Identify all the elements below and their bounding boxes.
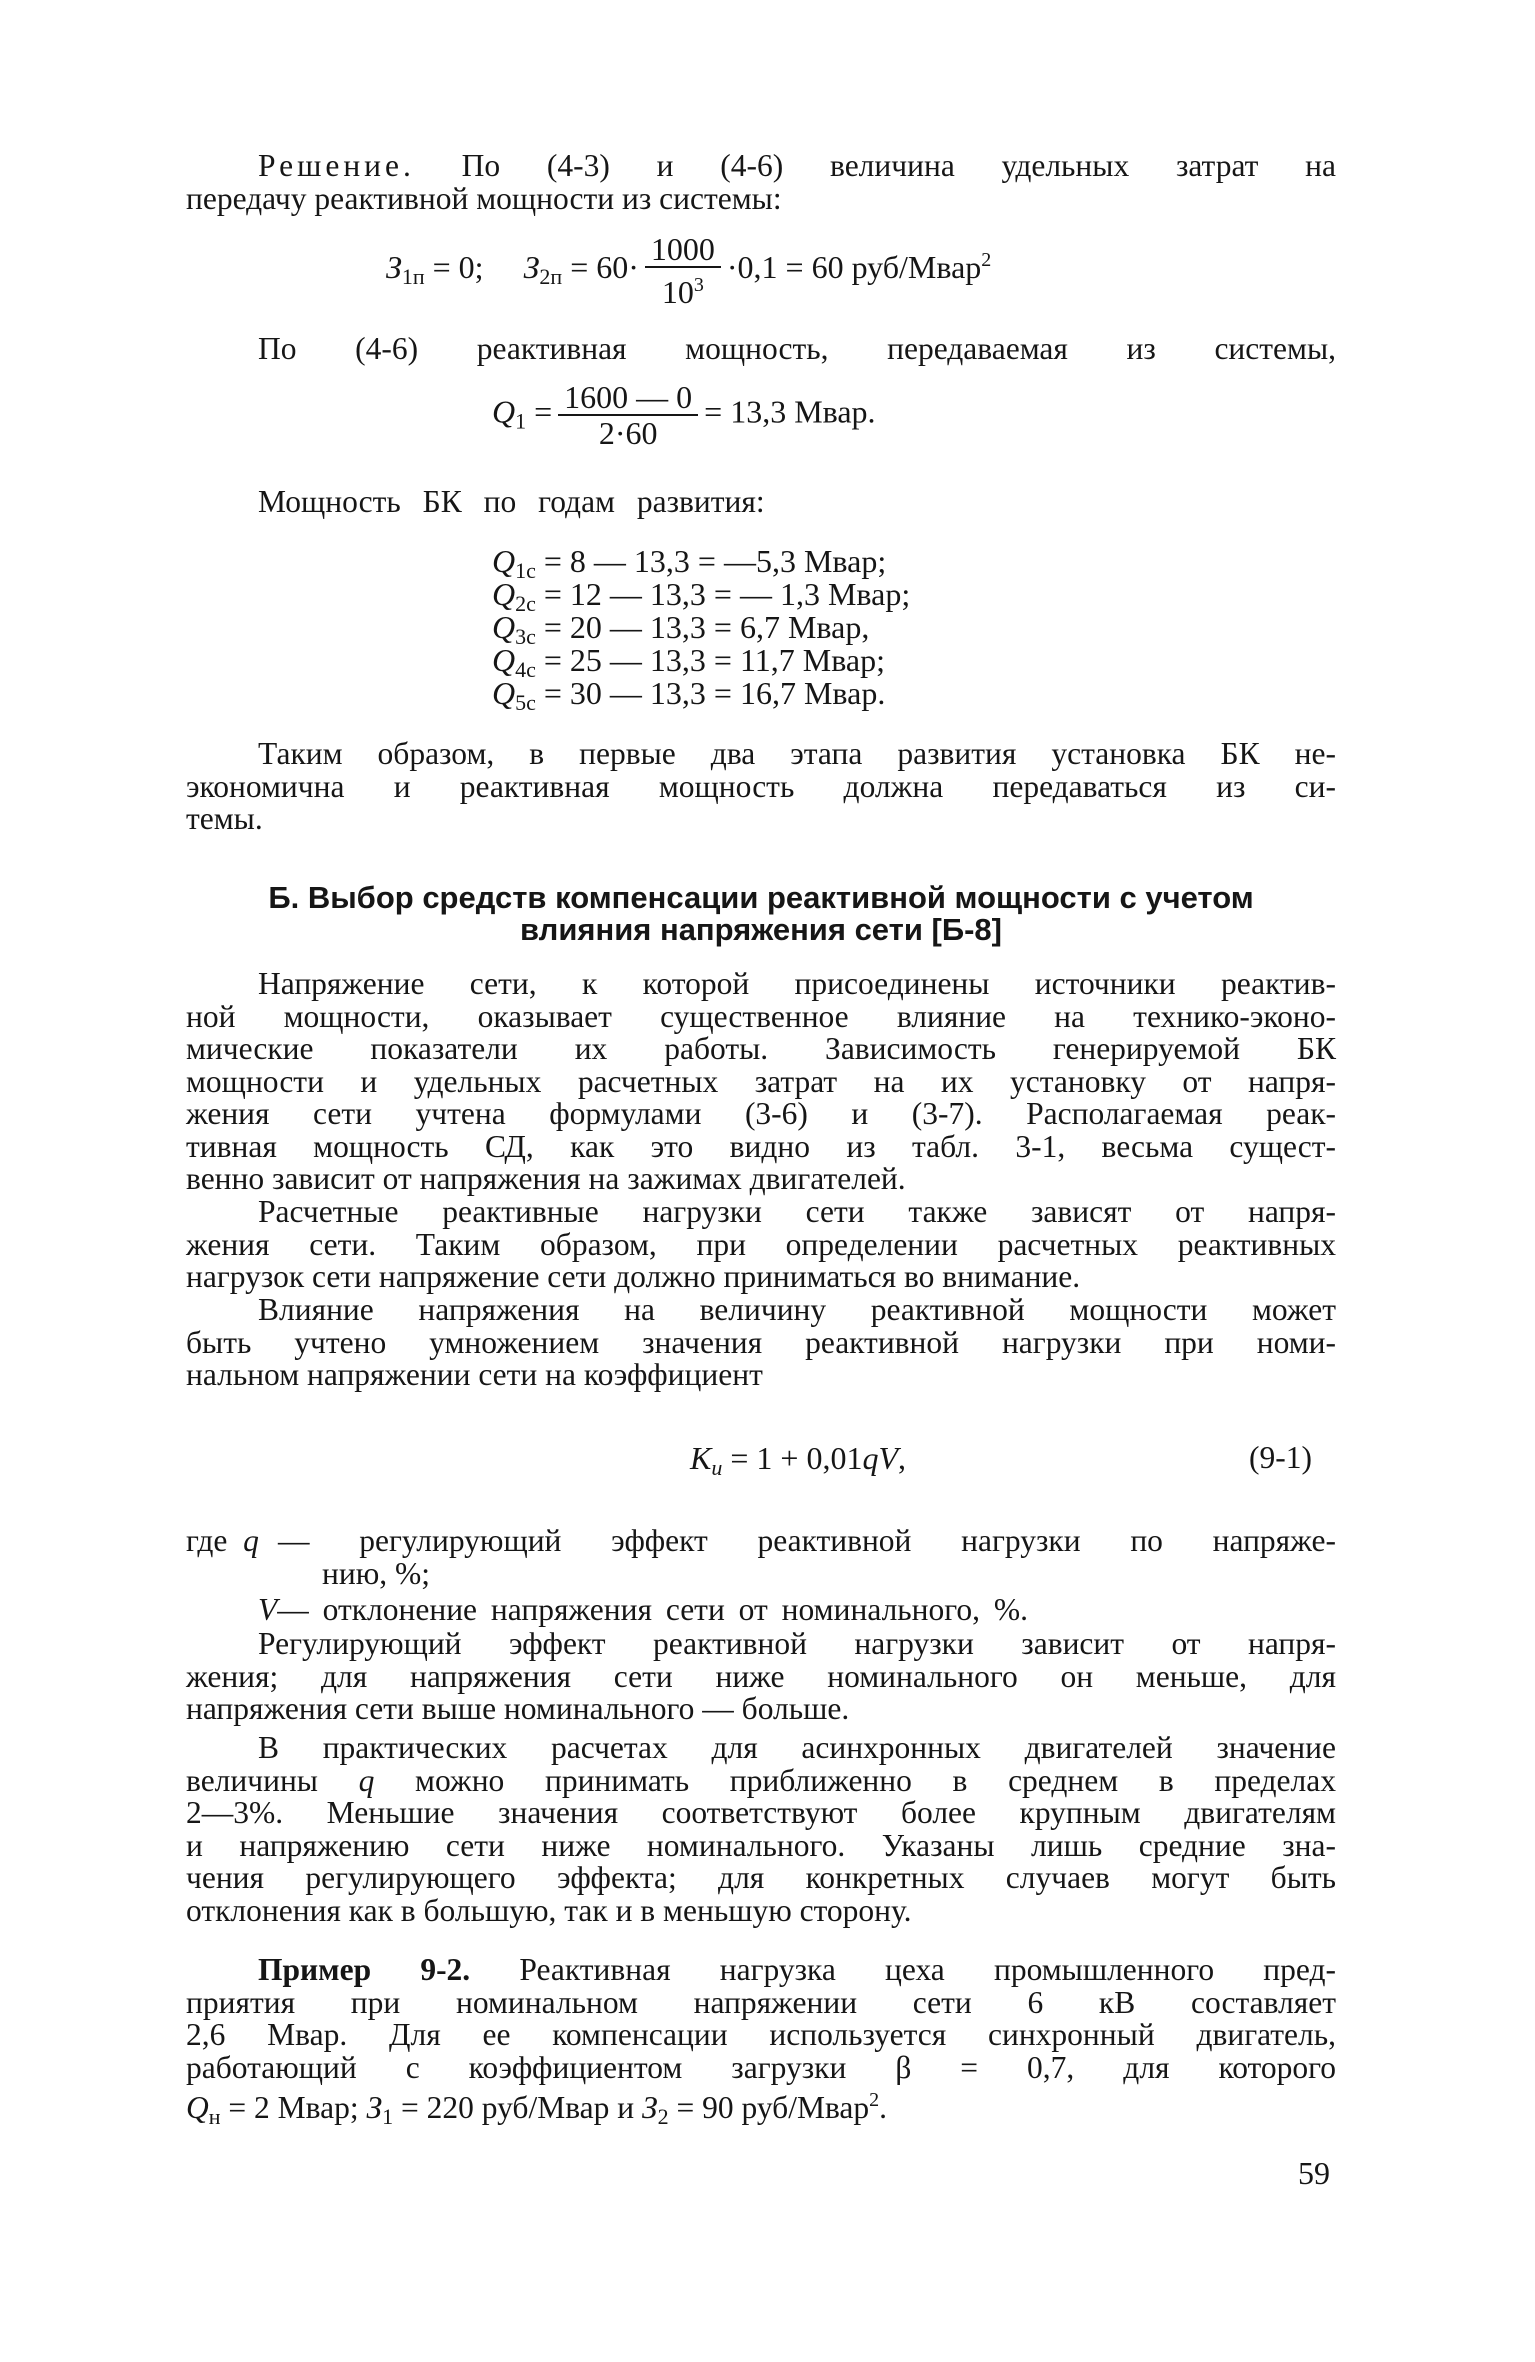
formula-symbol: Q: [492, 543, 516, 579]
solution-paragraph: [186, 150, 1336, 215]
text-span: где: [186, 1523, 228, 1558]
text-span: для которого: [1123, 2049, 1337, 2085]
formula-subscript: 2п: [539, 263, 563, 289]
text-line: Напряжение сети, к которой присоединены источники реактив-: [258, 966, 1336, 1001]
formula-symbol: Q: [492, 675, 516, 711]
text-line: Мощность БК по годам развития:: [258, 484, 765, 519]
text-line: Расчетные реактивные нагрузки сети также зависят от напря-: [258, 1194, 1336, 1229]
formula-text: = 0;: [432, 248, 484, 285]
text-paragraph: [186, 1196, 1336, 1294]
text-span: = 220 руб/Мвар и: [400, 2090, 635, 2125]
formula-text: = 60·: [570, 248, 639, 285]
where-block: [186, 1523, 259, 1559]
formula-symbol: V: [258, 1592, 278, 1627]
example-paragraph: [186, 1954, 1336, 2134]
formula-subscript: u: [711, 1455, 723, 1480]
text-line: экономична и реактивная мощность должна передаваться из си-: [186, 768, 1336, 804]
formula-symbol: Q: [492, 609, 516, 645]
formula-text: ,: [897, 1440, 906, 1476]
formula-subscript: н: [208, 2104, 221, 2129]
fraction-denominator: 2·60: [598, 415, 658, 451]
formula-superscript: 2: [981, 248, 992, 271]
formula-subscript: 1: [515, 408, 527, 434]
text-line: напряжения сети выше номинального — больше.: [186, 1691, 850, 1726]
text-span: .: [879, 2090, 888, 2125]
formula-text: = 1 + 0,01: [730, 1440, 863, 1476]
formula-symbol: q: [358, 1762, 375, 1798]
formula-symbol: З: [523, 248, 540, 285]
formula-symbol: Q: [492, 576, 516, 612]
text-line: В практических расчетах для асинхронных двигателей значение: [258, 1730, 1336, 1765]
section-heading: [186, 882, 1336, 946]
formula-subscript: 3с: [515, 624, 536, 649]
formula-text: ·0,1 = 60 руб/Мвар: [726, 248, 982, 285]
fraction-numerator: 1600 — 0: [558, 380, 698, 416]
text-line: жения; для напряжения сети ниже номинального он меньше, для: [186, 1658, 1336, 1694]
fraction-numerator: 1000: [645, 232, 721, 268]
text-span: работающий с коэффициентом загрузки: [186, 2049, 847, 2085]
formula-subscript: 2с: [515, 591, 536, 616]
fraction-denominator: [645, 268, 721, 309]
formula-symbol: З: [642, 2090, 658, 2125]
text-line: 2,6 Мвар. Для ее компенсации используется синхронный двигатель,: [186, 2017, 1336, 2052]
formula-superscript: 2: [869, 2089, 880, 2111]
text-line: 2—3%. Меньшие значения соответствуют более крупным двигателям: [186, 1795, 1336, 1830]
text-line: нальном напряжении сети на коэффициент: [186, 1357, 763, 1392]
text-line: и напряжению сети ниже номинального. Указаны лишь средние зна-: [186, 1827, 1336, 1863]
formula-symbol: q: [243, 1523, 259, 1558]
formula-superscript: 3: [693, 274, 704, 296]
text-line: приятия при номинальном напряжении сети 6 кВ составляет: [186, 1984, 1336, 2020]
section-heading-line: Б. Выбор средств компенсации реактивной мощности с учетом: [268, 880, 1254, 915]
formula-text: = 13,3 Мвар.: [704, 393, 876, 430]
formula-symbol: V: [878, 1440, 898, 1476]
formula-subscript: 1с: [515, 558, 536, 583]
text-line: Таким образом, в первые два этапа развития установка БК не-: [258, 736, 1336, 771]
formula-text: = 12 — 13,3 = — 1,3 Мвар;: [543, 576, 911, 612]
formula-symbol: Q: [492, 393, 516, 430]
formula-text: = 30 — 13,3 = 16,7 Мвар.: [543, 675, 886, 711]
q-value-line: [492, 677, 885, 719]
fraction: [645, 232, 721, 309]
conclusion-paragraph: [186, 738, 1336, 836]
formula-subscript: 1: [382, 2104, 394, 2129]
formula-subscript: 2: [657, 2104, 669, 2129]
text-line: быть учтено умножением значения реактивной нагрузки при номи-: [186, 1324, 1336, 1360]
text-line: [186, 1762, 1336, 1798]
text-line: нагрузок сети напряжение сети должно приниматься во внимание.: [186, 1259, 1081, 1294]
text-span: По (4-3) и (4-6) величина удельных затрат на: [461, 148, 1336, 183]
text-line: ной мощности, оказывает существенное влияние на технико-эконо-: [186, 998, 1336, 1034]
formula-subscript: 1п: [401, 263, 425, 289]
text-span: = 90 руб/Мвар: [676, 2090, 870, 2125]
text-line: передачу реактивной мощности из системы:: [186, 180, 782, 216]
example-label: Пример 9-2.: [258, 1952, 471, 1987]
text-line: нию, %;: [322, 1556, 430, 1591]
page-number: 59: [1298, 2155, 1330, 2191]
formula-subscript: 4с: [515, 657, 536, 682]
formula-text: 10: [661, 274, 694, 310]
text-line: [258, 1592, 1028, 1628]
text-line: темы.: [186, 801, 263, 836]
formula-text: =: [534, 393, 553, 430]
text-line: жения сети. Таким образом, при определении расчетных реактивных: [186, 1226, 1336, 1262]
formula-z-costs: [386, 232, 991, 309]
solution-lead: Решение.: [258, 148, 415, 183]
text-line: жения сети учтена формулами (3-6) и (3-7). Располагаемая реак-: [186, 1096, 1336, 1131]
text-line: тивная мощность СД, как это видно из табл. 3-1, весьма сущест-: [186, 1128, 1336, 1164]
text-line: мощности и удельных расчетных затрат на их установку от напря-: [186, 1063, 1336, 1099]
text-paragraph: [186, 1732, 1336, 1927]
text-paragraph: [186, 1294, 1336, 1392]
text-span: — отклонение напряжения сети от номинального, %.: [277, 1592, 1029, 1627]
text-line: чения регулирующего эффекта; для конкретных случаев могут быть: [186, 1860, 1336, 1895]
formula-symbol: Q: [492, 642, 516, 678]
formula-symbol: q: [862, 1440, 879, 1476]
text-span: = 2 Мвар;: [228, 2090, 359, 2125]
formula-symbol: З: [386, 248, 402, 285]
fraction: [558, 380, 698, 450]
formula-subscript: 5с: [515, 690, 536, 715]
section-heading-line: влияния напряжения сети [Б-8]: [520, 912, 1002, 947]
text-line: отклонения как в большую, так и в меньшую сторону.: [186, 1892, 912, 1928]
formula-text: = 8 — 13,3 = —5,3 Мвар;: [543, 543, 887, 579]
formula-q1: [492, 380, 876, 450]
formula-symbol: З: [366, 2090, 383, 2125]
formula-9-1: [690, 1440, 906, 1481]
formula-symbol: Q: [186, 2090, 209, 2125]
text-span: Реактивная нагрузка цеха промышленного пред-: [519, 1952, 1336, 1987]
text-line: Влияние напряжения на величину реактивной мощности может: [258, 1292, 1336, 1327]
text-line: По (4-6) реактивная мощность, передаваемая из системы,: [258, 331, 1336, 366]
text-line: [186, 1954, 1336, 1987]
text-span: величины: [186, 1762, 318, 1798]
formula-number: (9-1): [1249, 1440, 1312, 1475]
formula-symbol: K: [690, 1440, 712, 1476]
formula-text: = 25 — 13,3 = 11,7 Мвар;: [543, 642, 886, 678]
text-line: [186, 2084, 1336, 2134]
formula-text: = 20 — 13,3 = 6,7 Мвар,: [543, 609, 870, 645]
text-line: [186, 150, 1336, 183]
text-span: β = 0,7,: [895, 2049, 1075, 2085]
text-line: — регулирующий эффект реактивной нагрузки по напряже-: [278, 1523, 1336, 1558]
text-span: можно принимать приближенно в среднем в пределах: [415, 1762, 1336, 1798]
text-paragraph: [186, 968, 1336, 1196]
text-line: мические показатели их работы. Зависимость генерируемой БК: [186, 1031, 1336, 1066]
text-line: венно зависит от напряжения на зажимах двигателей.: [186, 1161, 906, 1196]
text-paragraph: [186, 1628, 1336, 1726]
text-line: Регулирующий эффект реактивной нагрузки зависит от напря-: [258, 1626, 1336, 1661]
text-paragraph: [186, 333, 1336, 366]
text-line: [186, 2049, 1337, 2085]
